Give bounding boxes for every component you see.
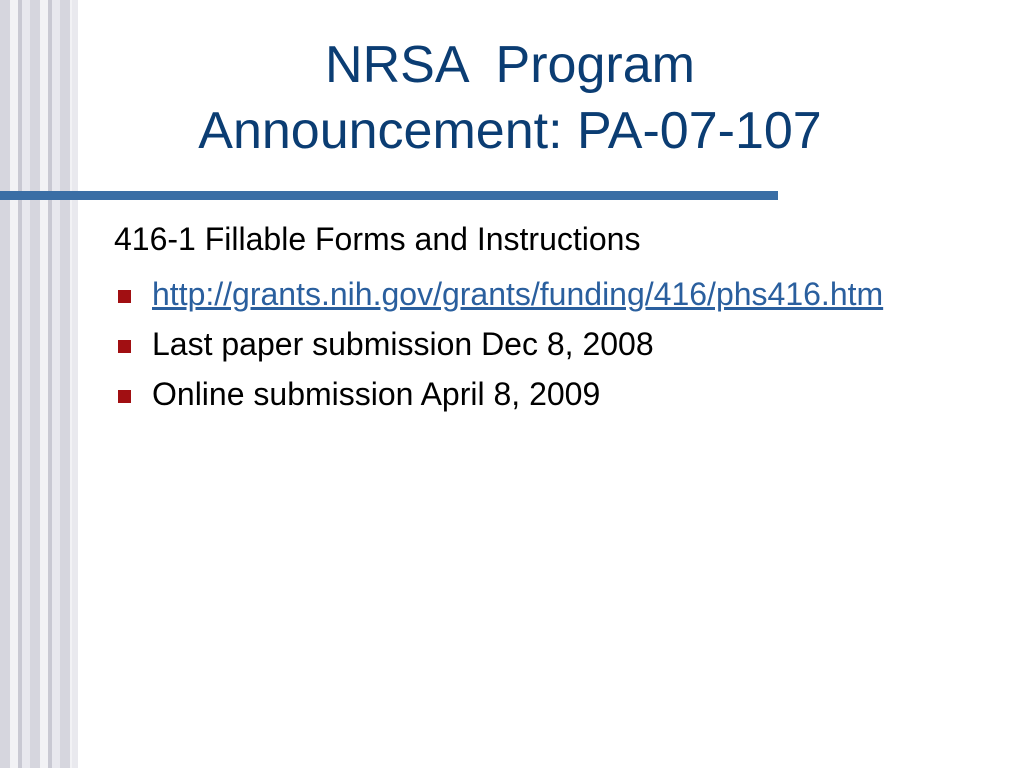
title-underline-rule [0, 191, 778, 200]
slide-title-line-2: Announcement: PA-07-107 [198, 102, 822, 160]
bullet-text: Last paper submission Dec 8, 2008 [152, 326, 654, 362]
square-bullet-icon [118, 390, 131, 403]
slide-title [80, 32, 940, 164]
bullet-item-paper-submission [114, 324, 994, 364]
slide-title-line-1: NRSA Program [325, 36, 695, 94]
bullet-list [114, 274, 994, 424]
bullet-text: Online submission April 8, 2009 [152, 376, 601, 412]
slide-subtitle: 416-1 Fillable Forms and Instructions [114, 221, 641, 257]
square-bullet-icon [118, 290, 131, 303]
bullet-item-online-submission [114, 374, 994, 414]
decorative-stripes [0, 0, 78, 768]
phs416-link[interactable]: http://grants.nih.gov/grants/funding/416/phs416.htm [152, 276, 884, 312]
bullet-item-link [114, 274, 994, 314]
square-bullet-icon [118, 340, 131, 353]
